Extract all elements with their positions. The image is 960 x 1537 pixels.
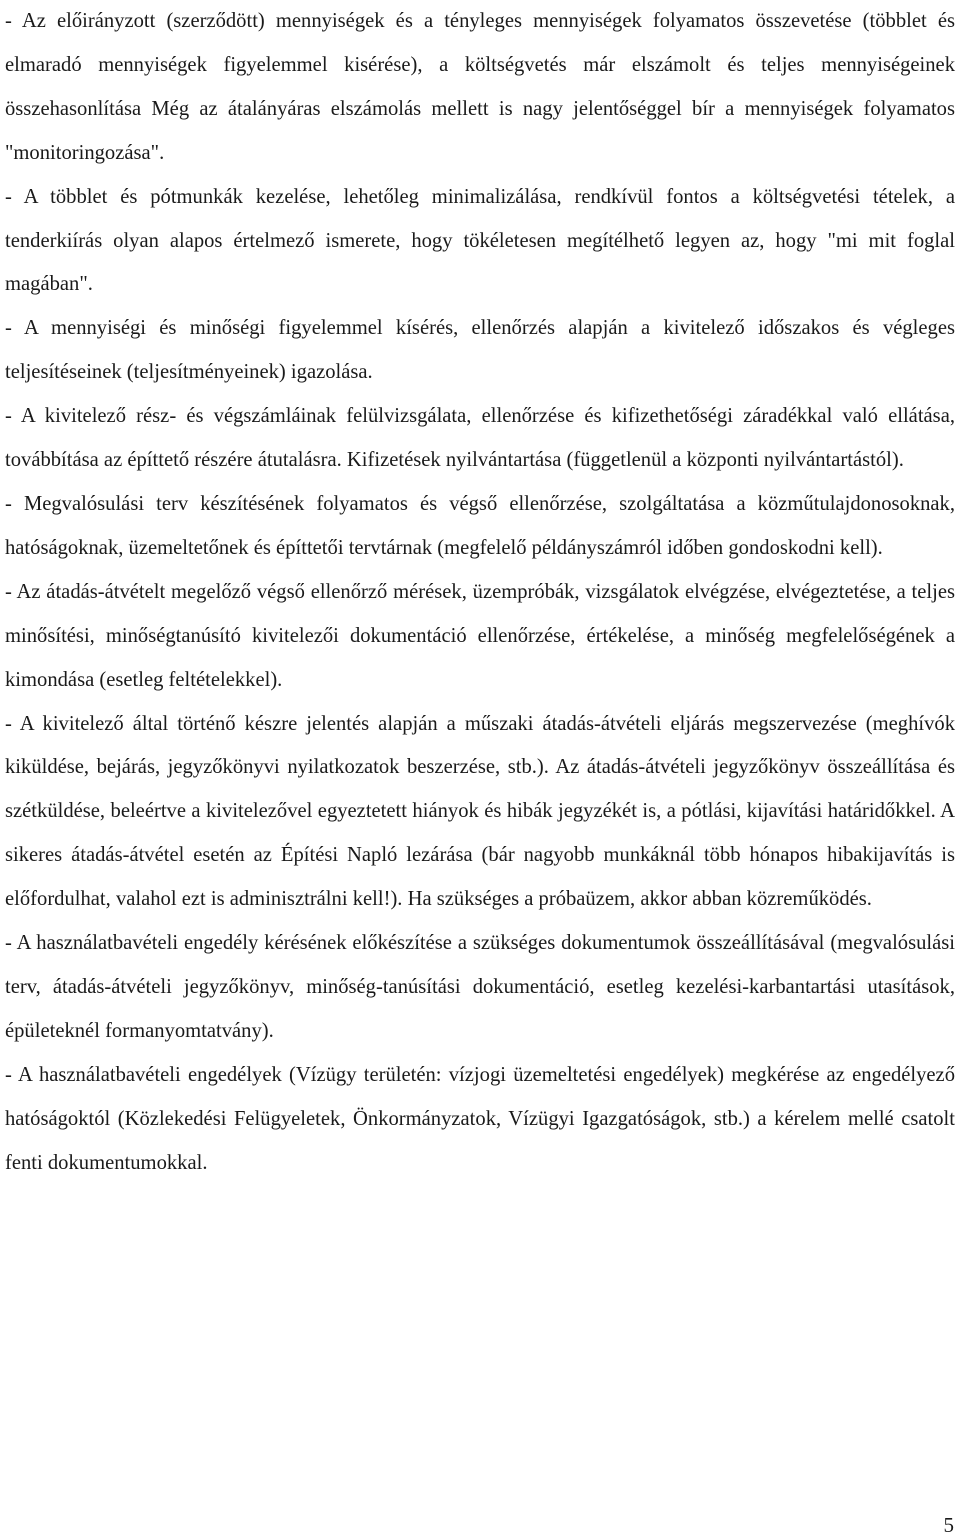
paragraph-occupancy-permit-prep: - A használatbavételi engedély kérésének előkészítése a szükséges dokumentumok összeállításával (megvalósulási terv, átadás-átvételi jegyzőkönyv, minőség-tanúsítási dokumentáció, esetleg kezelési-karbantartási utasítások, épületeknél formanyomtatvány).	[5, 932, 955, 1042]
page-number: 5	[943, 1513, 954, 1537]
paragraph-performance-certification: - A mennyiségi és minőségi figyelemmel kísérés, ellenőrzés alapján a kivitelező időszakos és végleges teljesítéseinek (teljesítményeinek) igazolása.	[5, 317, 955, 384]
paragraph-as-built-plan: - Megvalósulási terv készítésének folyamatos és végső ellenőrzése, szolgáltatása a közműtulajdonosoknak, hatóságoknak, üzemeltetőnek és építtetői tervtárnak (megfelelő példányszámról időben gondoskodni kell).	[5, 492, 955, 559]
paragraph-extra-work: - A többlet és pótmunkák kezelése, lehetőleg minimalizálása, rendkívül fontos a költségvetési tételek, a tenderkiírás olyan alapos értelmező ismerete, hogy tökéletesen megítélhető legyen az, hogy "mi mit foglal magában".	[5, 185, 955, 296]
paragraph-invoice-review: - A kivitelező rész- és végszámláinak felülvizsgálata, ellenőrzése és kifizethetőségi záradékkal való ellátása, továbbítása az építtető részére átutalásra. Kifizetések nyilvántartása (függetlenül a központi nyilvántartástól).	[5, 405, 955, 472]
paragraph-final-checks: - Az átadás-átvételt megelőző végső ellenőrző mérések, üzempróbák, vizsgálatok elvégzése, elvégeztetése, a teljes minősítési, minőségtanúsító kivitelezői dokumentáció ellenőrzése, értékelése, a minőség megfelelőségének a kimondása (esetleg feltételekkel).	[5, 580, 955, 691]
document-page	[5, 0, 955, 1185]
paragraph-quantity-comparison: - Az előirányzott (szerződött) mennyiségek és a tényleges mennyiségek folyamatos összevetése (többlet és elmaradó mennyiségek figyelemmel kisérése), a költségvetés már elszámolt és teljes mennyiségeinek összehasonlítása Még az átalányáras elszámolás mellett is nagy jelentőséggel bír a mennyiségek folyamatos "monitoringozása".	[5, 10, 955, 164]
paragraph-permit-request: - A használatbavételi engedélyek (Vízügy területén: vízjogi üzemeltetési engedélyek) megkérése az engedélyező hatóságoktól (Közlekedési Felügyeletek, Önkormányzatok, Vízügyi Igazgatóságok, stb.) a kérelem mellé csatolt fenti dokumentumokkal.	[5, 1063, 955, 1174]
paragraph-handover-procedure: - A kivitelező által történő készre jelentés alapján a műszaki átadás-átvételi eljárás megszervezése (meghívók kiküldése, bejárás, jegyzőkönyvi nyilatkozatok beszerzése, stb.). Az átadás-átvételi jegyzőkönyv összeállítása és szétküldése, beleértve a kivitelezővel egyeztetett hiányok és hibák jegyzékét is, a pótlási, kijavítási határidőkkel. A sikeres átadás-átvétel esetén az Építési Napló lezárása (bár nagyobb munkáknál több hónapos hibakijavítás is előfordulhat, valahol ezt is adminisztrálni kell!). Ha szükséges a próbaüzem, akkor abban közreműködés.	[5, 712, 955, 911]
